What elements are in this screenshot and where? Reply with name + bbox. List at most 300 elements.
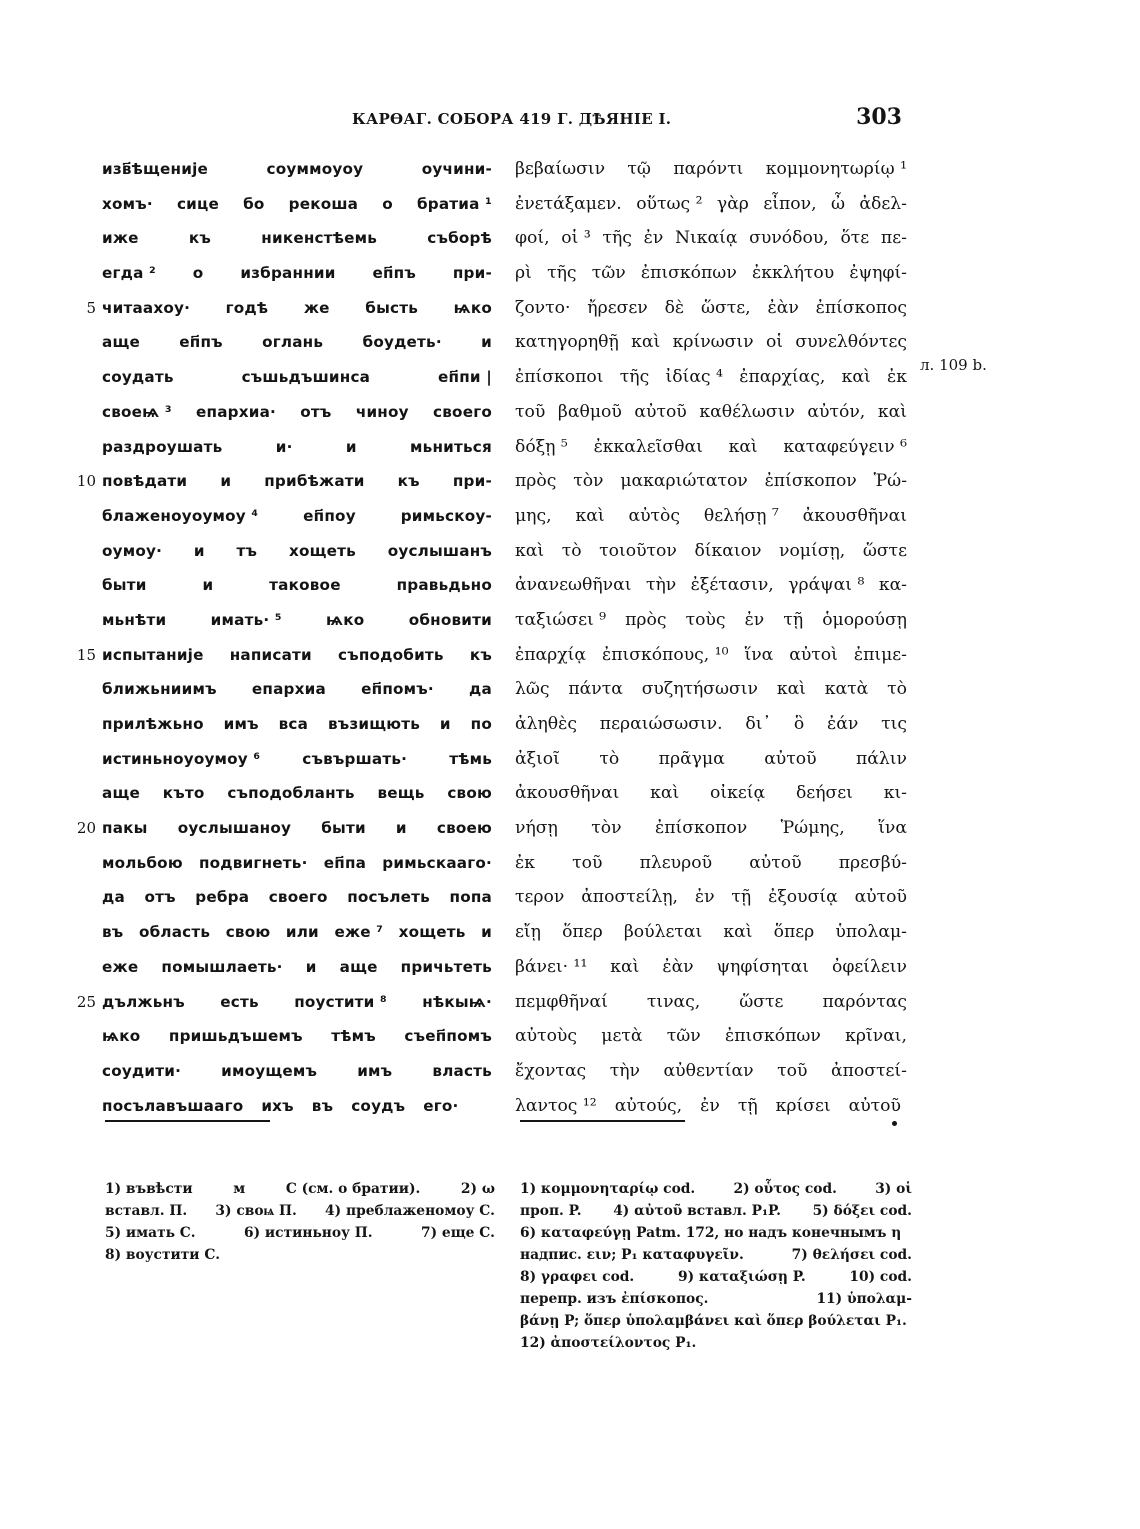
footnote: м [233, 1181, 246, 1197]
word: τοῦ [572, 852, 603, 873]
word: ἐξέτασιν, [690, 575, 774, 596]
word: обновити [408, 610, 492, 629]
word: οἱ [765, 332, 784, 353]
word: соудать [102, 368, 174, 387]
word: вса [278, 715, 309, 733]
word: ἐπίσκοπον [764, 471, 857, 492]
greek-line [515, 534, 907, 569]
word: ἀποστεί- [831, 1060, 907, 1081]
word: μακαριώτατον [620, 471, 748, 492]
word: Ῥώ- [873, 471, 907, 492]
word: ὃ [793, 714, 805, 734]
word: ἐκκαλεῖσθαι [593, 436, 703, 457]
ink-speck [892, 1121, 897, 1126]
word: τοῦ [777, 1060, 808, 1081]
word: αὐτοὺς [515, 1026, 577, 1047]
slavonic-line [102, 534, 492, 569]
slavonic-line [102, 672, 492, 707]
word: подвигнеть· [198, 853, 308, 872]
word: римьскааго· [382, 853, 492, 872]
greek-line [515, 395, 907, 430]
word: нѣкыѩ· [422, 992, 492, 1011]
word: συνόδου, [749, 228, 829, 249]
footnote-line [520, 1288, 912, 1310]
word: ἀνανεωθῆναι [515, 575, 632, 596]
word: истиньноуоумоу ⁶ [102, 749, 261, 768]
footnote: 1) въвѣсти [105, 1181, 193, 1197]
word: мьнѣти [102, 610, 167, 629]
word: τὸ [561, 540, 582, 561]
word: κατηγορηθῇ [515, 332, 619, 353]
word: συνελθόντες [795, 332, 907, 353]
line-number: 25 [76, 992, 96, 1011]
word: φοί, [515, 228, 550, 249]
footnote: 7) θελήσει cod. [791, 1247, 912, 1263]
word: тъ [236, 541, 258, 560]
word: ταξιώσει ⁹ [515, 609, 607, 630]
word: ὥστε [862, 540, 907, 561]
word: да [469, 680, 492, 699]
footnote-rule-right [520, 1120, 685, 1122]
slavonic-line [102, 464, 492, 499]
footnote: 4) αὐτοῦ вставл. P₁P. [613, 1203, 781, 1219]
footnote: βάνῃ P; ὅπερ ὑπολαμβάνει καὶ ὅπερ βούλεται P₁. [520, 1313, 907, 1329]
footnote: 11) ὑπολαμ- [816, 1291, 912, 1307]
word: читаахоу· [102, 298, 191, 317]
word: при- [452, 472, 492, 491]
word: быти [321, 819, 366, 838]
word: въ [311, 1096, 334, 1115]
slavonic-text-column [102, 152, 492, 1123]
word: и [202, 576, 214, 595]
word: νομίσῃ, [779, 540, 846, 561]
slavonic-line [102, 603, 492, 638]
word: и [395, 819, 407, 838]
word: мольбою [102, 853, 183, 872]
word: οὕτως ² [636, 193, 703, 214]
word: μης, [515, 505, 552, 526]
word: βάνει· ¹¹ [515, 956, 588, 977]
word: съвършать· [302, 749, 408, 768]
slavonic-line [102, 880, 492, 915]
slavonic-line [102, 187, 492, 222]
word: δεήσει [795, 783, 853, 804]
footnote-line [520, 1244, 912, 1266]
word: ἀκουσθῆναι [515, 783, 620, 804]
word: его· [423, 1096, 459, 1115]
greek-line [515, 603, 907, 638]
greek-line [515, 1089, 907, 1124]
line-number: 20 [76, 819, 96, 838]
word: свою [447, 784, 492, 803]
word: причьтеть [400, 957, 492, 976]
greek-line [515, 638, 907, 673]
footnote: 12) ἀποστείλοντος P₁. [520, 1335, 697, 1351]
word: ζοντο· [515, 297, 571, 318]
slavonic-line [102, 846, 492, 881]
word: τῆς [602, 228, 632, 249]
word: κρίνωσιν [672, 332, 754, 353]
slavonic-line [102, 499, 492, 534]
word: при- [452, 264, 492, 283]
word: и [345, 437, 357, 456]
greek-line [515, 846, 907, 881]
word: καθέλωσιν [699, 401, 795, 422]
word: еп҃пъ [372, 264, 416, 283]
word: ἵνα [744, 644, 774, 665]
slavonic-line [102, 152, 492, 187]
word: ἤρεσεν [587, 297, 648, 318]
word: τῇ [731, 887, 752, 908]
word: βαθμοῦ [557, 401, 622, 422]
word: посълавъшааго [102, 1096, 244, 1115]
word: своеѩ ³ [102, 402, 172, 421]
word: λαντος ¹² [515, 1095, 597, 1116]
word: ѩко [326, 610, 365, 629]
word: попа [449, 888, 492, 907]
word: оуслышаноу [177, 819, 292, 838]
word: боудеть· [362, 333, 442, 352]
greek-line [515, 430, 907, 465]
word: вещь [377, 784, 425, 803]
word: ἐπιμε- [853, 644, 907, 665]
word: ѩко [102, 1027, 141, 1046]
slavonic-line [102, 1089, 492, 1124]
footnote: С (см. о братии). [285, 1181, 421, 1197]
word: съеп҃помъ [404, 1027, 492, 1046]
word: τῆς [619, 367, 650, 388]
word: ὁμορούσῃ [822, 609, 907, 630]
greek-line [515, 291, 907, 326]
word: ἀκουσθῆναι [802, 505, 907, 526]
word: ἐξουσίᾳ [768, 887, 838, 908]
word: съшьдъшинса [241, 368, 371, 387]
word: еже ⁷ [334, 923, 384, 942]
word: своего [433, 402, 492, 421]
word: раздроушать [102, 437, 223, 456]
word: ἐὰν [662, 956, 694, 977]
word: ἐπισκόπων [725, 1026, 821, 1047]
word: ἐπισκόπους, ¹⁰ [601, 644, 729, 665]
word: αὐτοῦ [848, 1095, 901, 1116]
greek-line [515, 915, 907, 950]
word: помышлаеть· [161, 957, 283, 976]
word: отъ [300, 402, 332, 421]
greek-line [515, 707, 907, 742]
word: καὶ [877, 401, 907, 422]
word: имать· ⁵ [210, 610, 282, 629]
word: τοὺς [685, 609, 726, 630]
word: τῷ [627, 159, 651, 179]
footnote: 3) οἱ [875, 1181, 912, 1197]
word: хомъ· [102, 194, 153, 213]
greek-line [515, 742, 907, 777]
word: πεμφθῆναί [515, 991, 608, 1012]
word: ἐκ [515, 852, 535, 873]
slavonic-line [102, 811, 492, 846]
word: παρόντι [673, 159, 744, 179]
word: прилѣжьно [102, 715, 204, 733]
word: въ [102, 923, 124, 942]
word: епархиа [251, 680, 326, 699]
word: περαιώσωσιν. [599, 714, 723, 734]
word: τῶν [591, 263, 626, 284]
word: римьскоу- [400, 506, 492, 525]
word: посълеть [347, 888, 430, 907]
greek-line [515, 985, 907, 1020]
word: или [285, 923, 319, 942]
line-number: 10 [76, 472, 96, 491]
word: еп҃пъ [179, 333, 223, 352]
footnotes-greek [520, 1178, 912, 1354]
footnote-line [105, 1178, 495, 1200]
word: πρὸς [625, 609, 667, 630]
word: область [138, 923, 211, 942]
word: τὸ [599, 748, 620, 769]
word: дължьнъ [102, 992, 185, 1011]
footnote: перепр. изъ ἐπίσκοπος. [520, 1291, 709, 1307]
word: ἀδελ- [859, 193, 907, 214]
word: ψηφίσηται [716, 956, 810, 977]
word: τὴν [609, 1060, 640, 1081]
word: καὶ [776, 679, 806, 700]
word: αὐτοῦ [764, 748, 817, 769]
word: δι᾽ [745, 714, 772, 734]
word: съподобланть [227, 784, 355, 803]
word: κρίσει [775, 1095, 831, 1116]
word: εἴῃ [515, 922, 541, 943]
word: τινας, [646, 991, 701, 1012]
word: ἐπισκόπων [640, 263, 737, 284]
word: мьниться [410, 437, 492, 456]
slavonic-line [102, 325, 492, 360]
word: καὶ [841, 367, 871, 388]
word: поустити ⁸ [294, 992, 387, 1011]
word: по [470, 715, 492, 733]
word: κα- [878, 575, 907, 596]
word: аще [102, 333, 140, 352]
word: ὀφείλειν [831, 956, 907, 977]
slavonic-line [102, 985, 492, 1020]
word: братиа ¹ [416, 194, 492, 213]
word: есть [220, 992, 259, 1011]
word: о [192, 264, 204, 283]
word: ἀποστείλῃ, [581, 887, 678, 908]
margin-folio-reference: л. 109 b. [920, 356, 987, 374]
footnote: 1) κομμονηταρίῳ cod. [520, 1181, 696, 1197]
word: и [481, 333, 492, 352]
footnote-line [520, 1332, 912, 1354]
greek-line [515, 811, 907, 846]
word: отъ [144, 888, 176, 907]
footnote-line [105, 1244, 495, 1266]
word: соуммоуоу [266, 160, 364, 178]
word: καὶ [723, 922, 753, 943]
word: πρὸς [515, 471, 557, 492]
word: хощеть [398, 923, 466, 942]
word: δόξῃ ⁵ [515, 436, 568, 457]
word: οἱ ³ [561, 228, 591, 249]
word: да [102, 888, 125, 907]
word: Ῥώμης, [780, 818, 845, 839]
word: Νικαίᾳ [674, 228, 738, 249]
word: соудити· [102, 1061, 182, 1080]
word: пришьдъшемъ [168, 1027, 303, 1046]
footnote: вставл. П. [105, 1203, 188, 1219]
footnote-rule-left [105, 1120, 270, 1122]
word: и [305, 957, 317, 976]
word: ребра [195, 888, 250, 907]
word: ἐκκλήτου [751, 263, 835, 284]
word: πλευροῦ [639, 852, 713, 873]
word: имоущемъ [221, 1061, 318, 1080]
word: συζητήσωσιν [641, 679, 758, 700]
slavonic-line [102, 430, 492, 465]
word: ἵνα [878, 818, 907, 839]
line-number: 15 [76, 645, 96, 664]
word: τερον [515, 887, 565, 908]
word: ἰδίας ⁴ [665, 367, 723, 388]
greek-line [515, 360, 907, 395]
word: правьдьно [396, 576, 492, 595]
running-header [340, 104, 910, 136]
word: къто [162, 784, 205, 803]
footnote: 7) еще С. [420, 1225, 495, 1241]
word: λῶς [515, 679, 550, 700]
word: ѩко [453, 298, 492, 317]
word: ἐκ [887, 367, 907, 388]
greek-line [515, 464, 907, 499]
word: оуслышанъ [387, 541, 492, 560]
word: възищють [327, 715, 421, 733]
greek-line [515, 187, 907, 222]
word: κι- [883, 783, 907, 804]
word: къ [469, 645, 492, 664]
footnote: надпис. ειν; P₁ καταφυγεῖν. [520, 1247, 744, 1263]
footnote: 9) καταξιώσῃ P. [677, 1269, 806, 1285]
word: оумоу· [102, 541, 163, 560]
word: τῶν [666, 1026, 701, 1047]
slavonic-line [102, 950, 492, 985]
word: и [193, 541, 205, 560]
word: съподобить [338, 645, 444, 664]
slavonic-line [102, 638, 492, 673]
word: δίκαιον [694, 540, 762, 561]
word: съборѣ [427, 229, 492, 248]
word: ὑπολαμ- [835, 922, 907, 943]
word: αὐτὸς [628, 505, 681, 526]
word: аще [102, 784, 140, 803]
word: ἐν [694, 887, 715, 908]
slavonic-line [102, 1054, 492, 1089]
word: еп҃па [323, 853, 367, 872]
greek-line [515, 152, 907, 187]
word: чиноу [355, 402, 409, 421]
footnote: проп. P. [520, 1203, 582, 1219]
word: καὶ [575, 505, 605, 526]
greek-line [515, 221, 907, 256]
word: епархиа· [196, 402, 276, 421]
word: καὶ [631, 332, 661, 353]
word: τῆς [547, 263, 577, 284]
word: ἐπαρχίᾳ [515, 644, 586, 665]
word: оучини- [421, 160, 492, 178]
word: παρόντας [822, 991, 907, 1012]
word: еп҃помъ· [361, 680, 434, 699]
word: написати [229, 645, 312, 664]
word: βεβαίωσιν [515, 159, 606, 179]
word: αὐτόν, [807, 401, 866, 422]
word: καὶ [610, 956, 640, 977]
word: еже [102, 957, 139, 976]
footnote: 2) οὗτος cod. [733, 1181, 837, 1197]
word: аще [339, 957, 378, 976]
word: γὰρ [716, 193, 749, 214]
slavonic-line [102, 776, 492, 811]
word: ἐπίσκοποι [515, 367, 604, 388]
word: μετὰ [601, 1026, 643, 1047]
word: соудъ [351, 1096, 406, 1115]
footnote: 5) имать С. [105, 1225, 196, 1241]
slavonic-line [102, 256, 492, 291]
word: τοῦ [515, 401, 546, 422]
slavonic-line [102, 707, 492, 742]
word: αὐθεντίαν [663, 1060, 754, 1081]
word: βούλεται [623, 922, 703, 943]
word: рекоша [288, 194, 359, 213]
header-title: КАРѲАГ. СОБОРА 419 Г. ДѢЯНІЕ І. [352, 110, 672, 128]
word: ἐνετάξαμεν. [515, 193, 622, 214]
word: иже [102, 229, 139, 248]
word: таковое [269, 576, 341, 595]
greek-line [515, 672, 907, 707]
word: ὥστε, [701, 297, 751, 318]
word: къ [188, 229, 212, 248]
word: ἐάν [827, 714, 859, 734]
slavonic-line [102, 360, 492, 395]
word: своего [268, 888, 328, 907]
word: κομμονητωρίῳ ¹ [765, 159, 907, 179]
word: θελήσῃ ⁷ [703, 505, 779, 526]
word: своею [436, 819, 492, 838]
slavonic-line [102, 395, 492, 430]
footnote: 10) cod. [849, 1269, 912, 1285]
footnote: 8) γραφει cod. [520, 1269, 635, 1285]
greek-text-column [515, 152, 907, 1123]
word: τὴν [645, 575, 677, 596]
footnotes-slavonic [105, 1178, 495, 1266]
word: ἀξιοῖ [515, 748, 560, 769]
word: καὶ [728, 436, 758, 457]
word: δὲ [664, 297, 685, 318]
footnote: 3) своѩ П. [215, 1203, 297, 1219]
word: ἐπίσκοπον [654, 818, 748, 839]
word: ὦ [830, 193, 845, 214]
footnote-line [105, 1222, 495, 1244]
word: еп҃пи | [438, 368, 492, 387]
word: ἐν [700, 1095, 720, 1116]
word: ближьниимъ [102, 680, 217, 699]
word: τῇ [783, 609, 804, 630]
word: имъ [357, 1061, 393, 1080]
word: αὐτούς, [614, 1095, 683, 1116]
word: ἐψηφί- [849, 263, 907, 284]
greek-line [515, 325, 907, 360]
word: καὶ [515, 540, 545, 561]
word: власть [432, 1061, 492, 1080]
greek-line [515, 776, 907, 811]
word: бо [243, 194, 265, 213]
